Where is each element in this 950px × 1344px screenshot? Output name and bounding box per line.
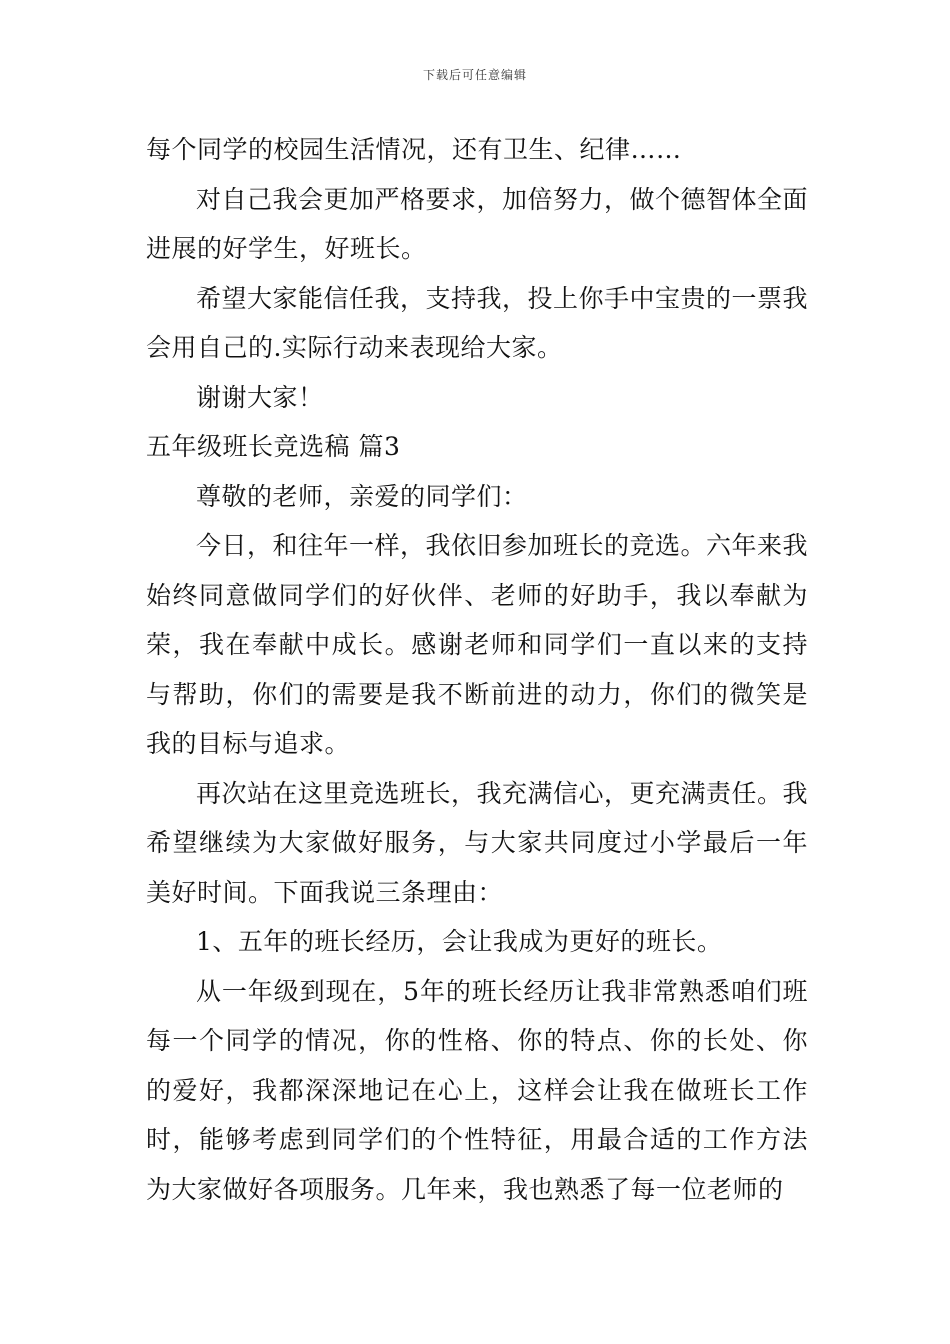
- document-body: [146, 125, 808, 1214]
- paragraph: 对自己我会更加严格要求，加倍努力，做个德智体全面进展的好学生，好班长。: [146, 184, 809, 263]
- paragraph: 希望大家能信任我，支持我，投上你手中宝贵的一票我会用自己的.实际行动来表现给大家。: [146, 283, 809, 362]
- paragraph: 从一年级到现在，5年的班长经历让我非常熟悉咱们班每一个同学的情况，你的性格、你的特点、你的长处、你的爱好，我都深深地记在心上，这样会让我在做班长工作时，能够考虑到同学们的个性特征，用最合适的工作方法为大家做好各项服务。几年来，我也熟悉了每一位老师的: [146, 976, 808, 1204]
- paragraph: 今日，和往年一样，我依旧参加班长的竞选。六年来我始终同意做同学们的好伙伴、老师的好助手，我以奉献为荣，我在奉献中成长。感谢老师和同学们一直以来的支持与帮助，你们的需要是我不断前进的动力，你们的微笑是我的目标与追求。: [146, 531, 809, 758]
- paragraph: 再次站在这里竞选班长，我充满信心，更充满责任。我希望继续为大家做好服务，与大家共同度过小学最后一年美好时间。下面我说三条理由：: [146, 778, 809, 907]
- paragraph: 每个同学的校园生活情况，还有卫生、纪律……: [146, 135, 682, 164]
- header-note: 下载后可任意编辑: [422, 68, 527, 82]
- paragraph: 谢谢大家！: [196, 382, 324, 412]
- section-heading: 五年级班长竞选稿 篇3: [146, 432, 401, 461]
- paragraph: 1、五年的班长经历，会让我成为更好的班长。: [196, 927, 723, 956]
- paragraph: 尊敬的老师，亲爱的同学们：: [196, 481, 528, 511]
